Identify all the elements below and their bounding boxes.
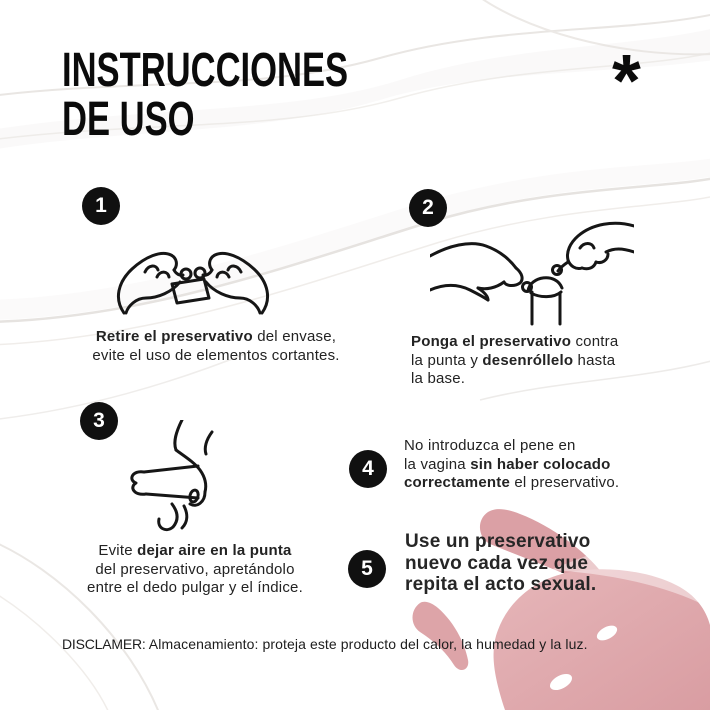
pinching-tip-illustration: [122, 420, 236, 538]
step-5-number: 5: [361, 557, 373, 580]
step-1-text: Retire el preservativo del envase, evite el uso de elementos cortantes.: [92, 328, 340, 364]
step-3-number: 3: [93, 409, 105, 432]
step-5-badge: [348, 550, 386, 588]
storage-disclaimer: [62, 636, 588, 652]
step-2-text: Ponga el preservativo contra la punta y desenróllelo hasta la base.: [411, 333, 619, 387]
placing-condom-illustration: [430, 218, 634, 326]
page-title-line2: DE USO: [62, 93, 195, 146]
step-3-badge: [80, 402, 118, 440]
page-title: [62, 46, 348, 144]
asterisk-note-icon: *: [612, 39, 641, 122]
page-title-line1: INSTRUCCIONES: [62, 44, 349, 97]
step-5-text: Use un preservativo nuevo cada vez que repita el acto sexual.: [405, 531, 597, 595]
step-4-number: 4: [362, 457, 374, 480]
disclaimer-label: DISCLAMER:: [62, 636, 146, 652]
step-4-badge: [349, 450, 387, 488]
step-2-number: 2: [422, 196, 434, 219]
step-4-text: No introduzca el pene en la vagina sin haber colocado correctamente el preservativo.: [404, 437, 620, 491]
hands-opening-wrapper-illustration: [112, 222, 274, 317]
step-1-number: 1: [95, 194, 107, 217]
step-3-text: Evite dejar aire en la punta del preservativo, apretándolo entre el dedo pulgar y el índice.: [87, 542, 303, 596]
step-1-badge: [82, 187, 120, 225]
disclaimer-text: Almacenamiento: proteja este producto del calor, la humedad y la luz.: [145, 636, 588, 652]
